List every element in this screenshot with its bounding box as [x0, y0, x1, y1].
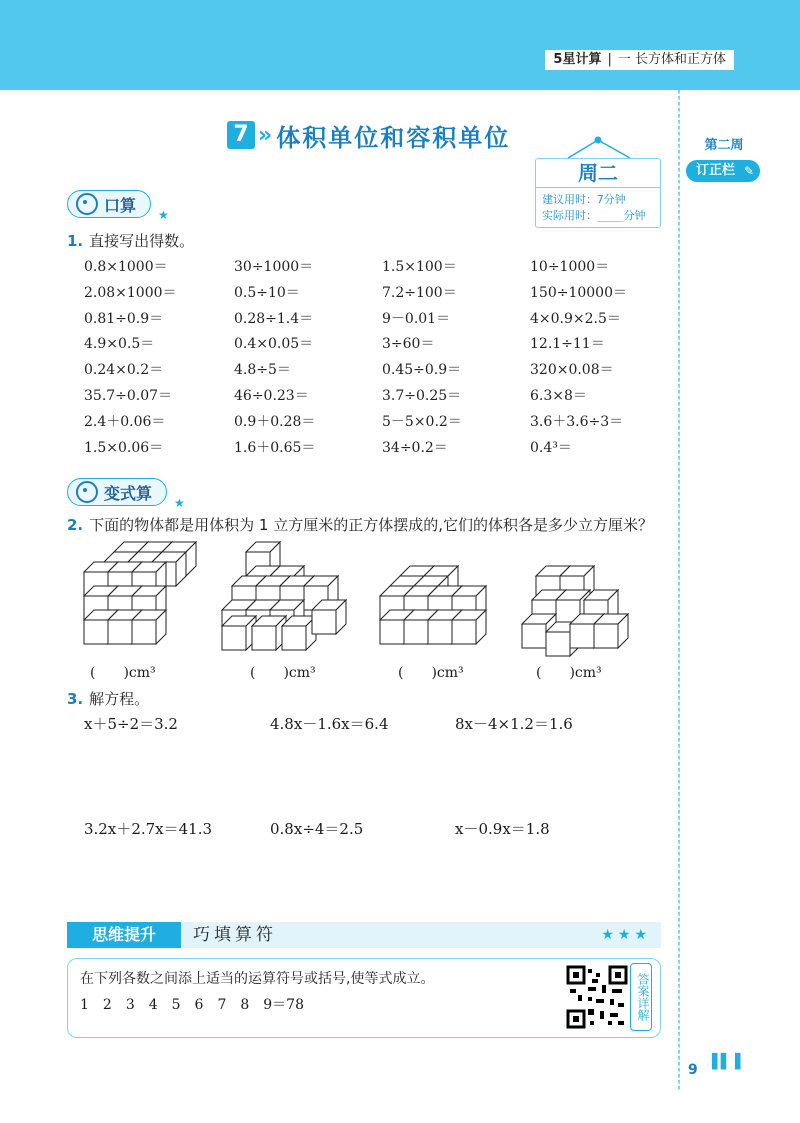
- question-3-prompt: 解方程。: [89, 690, 150, 708]
- cube-figures: [70, 540, 650, 658]
- calc-item: 150÷10000＝: [530, 284, 627, 301]
- header-bar: [0, 0, 800, 90]
- star-icon: ★: [174, 496, 185, 510]
- answer-label-1: ( )cm³: [90, 665, 156, 681]
- calc-item: 34÷0.2＝: [382, 439, 448, 456]
- books-icon: ▌▌▐: [712, 1054, 739, 1070]
- calc-item: 2.08×1000＝: [84, 284, 177, 301]
- answer-label-2: ( )cm³: [250, 665, 316, 681]
- stopwatch-icon: [76, 193, 98, 215]
- calc-item: 1.5×0.06＝: [84, 439, 164, 456]
- calc-item: 0.8×1000＝: [84, 259, 168, 275]
- day-name: 周二: [536, 159, 660, 188]
- pencil-icon: ✎: [743, 164, 754, 178]
- calc-item: 4×0.9×2.5＝: [530, 310, 621, 327]
- section-oral-badge: [67, 190, 151, 218]
- correction-column-tab: [686, 160, 760, 182]
- lesson-number: 7: [227, 121, 255, 149]
- calc-item: 1.6＋0.65＝: [234, 439, 316, 456]
- lesson-title: [227, 118, 510, 152]
- question-2-prompt: 下面的物体都是用体积为 1 立方厘米的正方体摆成的,它们的体积各是多少立方厘米？: [89, 516, 653, 534]
- calc-item: 35.7÷0.07＝: [84, 388, 173, 404]
- equation: 0.8x÷4＝2.5: [270, 820, 364, 838]
- cube-figure-2: [222, 542, 346, 650]
- sidebar-divider: [678, 90, 680, 1090]
- equation: 3.2x＋2.7x＝41.3: [84, 820, 213, 838]
- cube-figure-1: [84, 542, 196, 644]
- calc-item: 0.4×0.05＝: [234, 336, 314, 353]
- chevron-icon: »: [258, 122, 273, 148]
- answer-explanation-label: 答案详解: [630, 963, 652, 1031]
- calc-item: 0.5÷10＝: [234, 284, 300, 301]
- equation: 4.8x－1.6x＝6.4: [270, 715, 389, 733]
- section-variant-badge: [67, 478, 167, 506]
- calc-item: 4.8÷5＝: [234, 362, 291, 379]
- qr-code-icon[interactable]: [566, 965, 628, 1029]
- calc-item: 0.24×0.2＝: [84, 362, 164, 379]
- header-separator: |: [607, 52, 612, 67]
- thinking-instruction: 在下列各数之间添上适当的运算符号或括号,使等式成立。: [80, 971, 435, 987]
- question-1-number: 1.: [67, 232, 84, 250]
- question-1-prompt: 直接写出得数。: [89, 232, 195, 250]
- question-3: [67, 688, 149, 709]
- calc-item: 7.2÷100＝: [382, 284, 457, 301]
- answer-label-4: ( )cm³: [536, 665, 602, 681]
- difficulty-stars: ★★★: [601, 927, 651, 943]
- thinking-sequence: 1 2 3 4 5 6 7 8 9＝78: [80, 997, 304, 1013]
- question-2: [67, 514, 653, 535]
- equation: 8x－4×1.2＝1.6: [455, 715, 573, 733]
- header-label: [545, 50, 734, 70]
- calc-item: 10÷1000＝: [530, 259, 610, 275]
- actual-time: 实际用时：____分钟: [542, 209, 646, 222]
- question-1: [67, 230, 194, 251]
- lesson-title-text: 体积单位和容积单位: [276, 123, 511, 152]
- calc-item: 0.4³＝: [530, 439, 572, 456]
- calc-item: 30÷1000＝: [234, 259, 314, 275]
- calc-item: 0.28÷1.4＝: [234, 310, 314, 327]
- equation: x－0.9x＝1.8: [455, 820, 550, 838]
- cube-figure-4: [522, 566, 628, 656]
- correction-label: 订正栏: [696, 163, 736, 178]
- calc-item: 9－0.01＝: [382, 310, 451, 327]
- calc-item: 3.7÷0.25＝: [382, 388, 462, 404]
- cube-figure-3: [380, 566, 486, 644]
- week-label: 第二周: [704, 138, 744, 153]
- thinking-subtitle: 巧填算符: [193, 925, 277, 945]
- section-variant-label: 变式算: [104, 483, 153, 503]
- section-oral-label: 口算: [104, 195, 137, 215]
- calc-item: 3.6＋3.6÷3＝: [530, 413, 624, 430]
- answer-label-3: ( )cm³: [398, 665, 464, 681]
- calc-item: 3÷60＝: [382, 336, 435, 353]
- suggested-time: 建议用时：7分钟: [542, 193, 626, 206]
- question-2-number: 2.: [67, 516, 84, 534]
- question-3-number: 3.: [67, 690, 84, 708]
- series-name: 5星计算: [553, 52, 602, 67]
- card-hanger-icon: [560, 136, 640, 160]
- thinking-bar: [67, 922, 661, 948]
- calc-item: 5－5×0.2＝: [382, 413, 462, 430]
- equation: x＋5÷2＝3.2: [84, 715, 178, 733]
- calc-item: 6.3×8＝: [530, 388, 587, 404]
- calc-item: 2.4＋0.06＝: [84, 413, 166, 430]
- calc-item: 0.45÷0.9＝: [382, 362, 462, 379]
- calc-item: 320×0.08＝: [530, 362, 614, 379]
- star-icon: ★: [158, 208, 169, 222]
- calc-item: 1.5×100＝: [382, 259, 457, 275]
- page-number: 9: [688, 1062, 698, 1078]
- day-card: [535, 158, 661, 228]
- calc-item: 4.9×0.5＝: [84, 336, 155, 353]
- calc-item: 0.81÷0.9＝: [84, 310, 164, 327]
- target-icon: [76, 481, 98, 503]
- calc-item: 12.1÷11＝: [530, 336, 605, 353]
- thinking-tag: 思维提升: [67, 922, 181, 948]
- calc-item: 46÷0.23＝: [234, 388, 309, 404]
- chapter-name: 一 长方体和正方体: [617, 52, 726, 67]
- calc-item: 0.9＋0.28＝: [234, 413, 316, 430]
